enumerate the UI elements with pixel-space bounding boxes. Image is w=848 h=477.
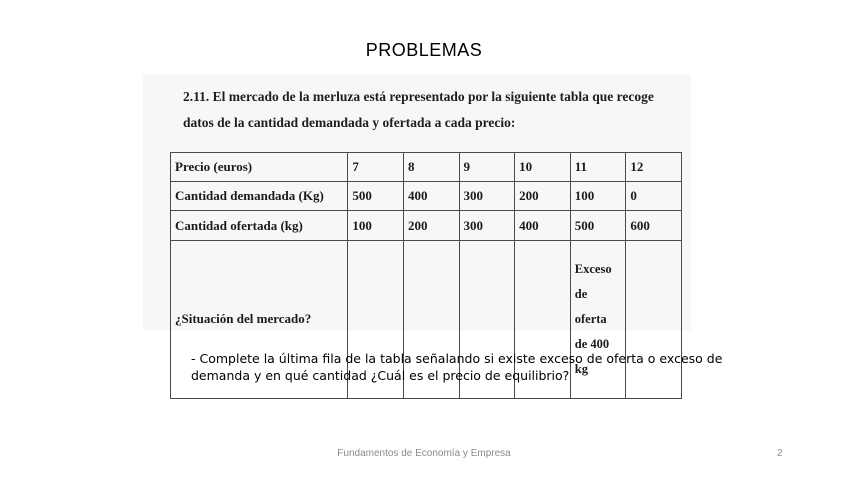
cell-demand-9: 300 — [459, 182, 515, 211]
cell-supply-11: 500 — [570, 211, 626, 240]
cell-price-10: 10 — [515, 153, 571, 182]
table-row-supply — [171, 211, 682, 240]
cell-price-12: 12 — [626, 153, 682, 182]
row-label-price: Precio (euros) — [171, 153, 348, 182]
cell-demand-12: 0 — [626, 182, 682, 211]
excess-line-4: kg — [574, 361, 588, 376]
exercise-question: - Complete la última fila de la tabla señalando si existe exceso de oferta o exceso de demanda y en qué cantidad ¿Cuál es el precio de equilibrio? — [191, 351, 723, 383]
cell-supply-9: 300 — [459, 211, 515, 240]
excess-line-1: Exceso — [574, 261, 612, 276]
cell-demand-8: 400 — [403, 182, 459, 211]
cell-price-11: 11 — [570, 153, 626, 182]
excess-line-2: de oferta — [574, 286, 607, 326]
cell-price-7: 7 — [348, 153, 404, 182]
row-label-supply: Cantidad ofertada (kg) — [171, 211, 348, 240]
cell-supply-10: 400 — [515, 211, 571, 240]
table-row-price — [171, 153, 682, 182]
problem-statement-line-2: datos de la cantidad demandada y ofertada a cada precio: — [183, 115, 516, 130]
slide-footer: Fundamentos de Economía y Empresa — [337, 448, 511, 459]
cell-price-9: 9 — [459, 153, 515, 182]
cell-price-8: 8 — [403, 153, 459, 182]
cell-supply-7: 100 — [348, 211, 404, 240]
cell-demand-11: 100 — [570, 182, 626, 211]
table-row-demand — [171, 182, 682, 211]
page-number: 2 — [777, 448, 783, 459]
cell-supply-12: 600 — [626, 211, 682, 240]
problem-statement-line-1: 2.11. El mercado de la merluza está representado por la siguiente tabla que recoge — [183, 89, 654, 104]
cell-demand-7: 500 — [348, 182, 404, 211]
row-label-demand: Cantidad demandada (Kg) — [171, 182, 348, 211]
row-label-situation: ¿Situación del mercado? — [171, 240, 348, 398]
slide-title: PROBLEMAS — [365, 40, 483, 60]
excess-line-3: de 400 — [574, 336, 610, 351]
cell-supply-8: 200 — [403, 211, 459, 240]
cell-demand-10: 200 — [515, 182, 571, 211]
problem-statement — [183, 84, 683, 136]
